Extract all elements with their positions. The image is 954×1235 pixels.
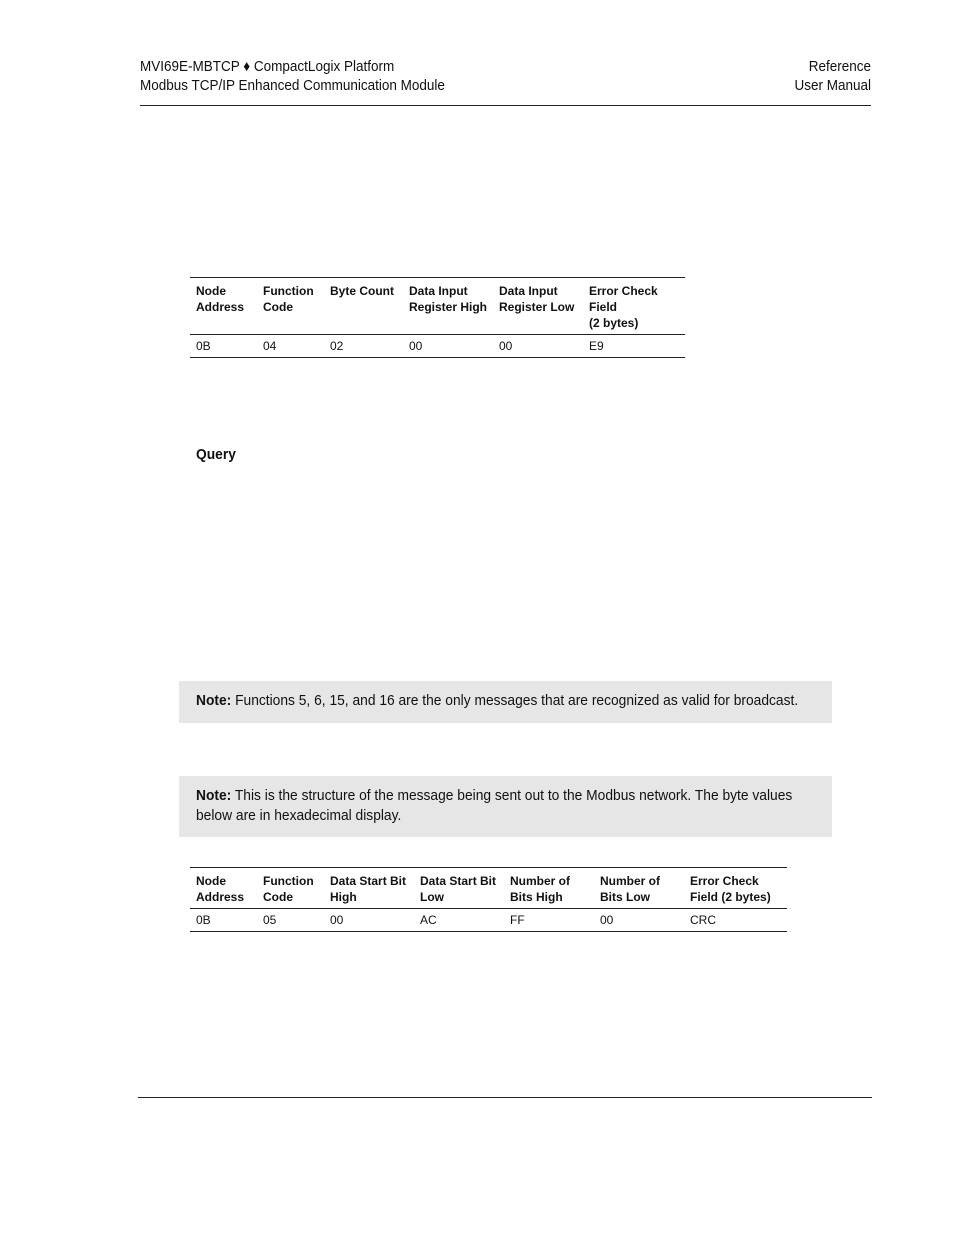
column-header-line: Code [263,890,293,904]
header-doc-type: User Manual [794,77,871,94]
column-header-line: Bits Low [600,890,650,904]
column-header [493,278,583,335]
column-header-line: Field (2 bytes) [690,890,771,904]
table-cell: FF [510,913,525,927]
table-row [190,335,685,358]
header-product-title: MVI69E-MBTCP ♦ CompactLogix Platform [140,58,395,75]
column-header-line: Node [196,874,226,888]
column-header-line: High [330,890,357,904]
header-left [140,57,445,95]
table-cell: 00 [600,913,614,927]
broadcast-note [179,681,832,723]
column-header [190,278,257,335]
structure-note [179,776,832,837]
column-header-line: Address [196,300,245,314]
table-cell: CRC [690,913,716,927]
note-label: Note: [196,787,232,804]
column-header [324,868,414,909]
footer-rule [138,1097,872,1098]
note-text: Functions 5, 6, 15, and 16 are the only messages that are recognized as valid for broadcast. [231,692,799,709]
column-header-line: Data Start Bit [330,874,407,888]
column-header-line: Data Input [409,284,468,298]
column-header-line: Field [589,300,618,314]
column-header [504,868,594,909]
table-cell: 05 [263,913,277,927]
table-cell: 00 [499,339,513,353]
column-header-line: Address [196,890,245,904]
column-header [414,868,504,909]
column-header [684,868,787,909]
table-row [190,909,787,932]
response-frame-table [190,277,685,358]
column-header-line: Error Check [589,284,658,298]
column-header-line: Function [263,874,314,888]
column-header-line: Data Start Bit [420,874,497,888]
table-cell: 00 [330,913,344,927]
note-text: This is the structure of the message being sent out to the Modbus network. The byte values below are in hexadecimal display. [196,787,793,824]
header-module-title: Modbus TCP/IP Enhanced Communication Module [140,77,445,94]
column-header-line: Number of [600,874,660,888]
column-header [583,278,685,335]
column-header-line: Bits High [510,890,563,904]
table-header-row [190,868,787,909]
table-header-row [190,278,685,335]
column-header [594,868,684,909]
column-header [324,278,403,335]
query-heading: Query [196,446,236,463]
column-header [403,278,493,335]
column-header [257,278,324,335]
page-header [140,57,871,106]
column-header-line: (2 bytes) [589,316,639,330]
column-header-line: Low [420,890,444,904]
column-header-line: Function [263,284,314,298]
table-cell: 0B [196,339,211,353]
column-header-line: Error Check [690,874,759,888]
table-cell: 00 [409,339,423,353]
column-header [190,868,257,909]
table-cell: E9 [589,339,604,353]
query-frame-table [190,867,787,932]
column-header-line: Data Input [499,284,558,298]
column-header-line: Byte Count [330,284,394,298]
column-header-line: Number of [510,874,570,888]
column-header-line: Register High [409,300,488,314]
column-header-line: Register Low [499,300,575,314]
table-cell: AC [420,913,437,927]
header-right [794,57,871,95]
table-cell: 02 [330,339,344,353]
header-section: Reference [808,58,871,75]
column-header-line: Code [263,300,293,314]
note-label: Note: [196,692,232,709]
table-cell: 0B [196,913,211,927]
column-header [257,868,324,909]
table-cell: 04 [263,339,277,353]
column-header-line: Node [196,284,226,298]
